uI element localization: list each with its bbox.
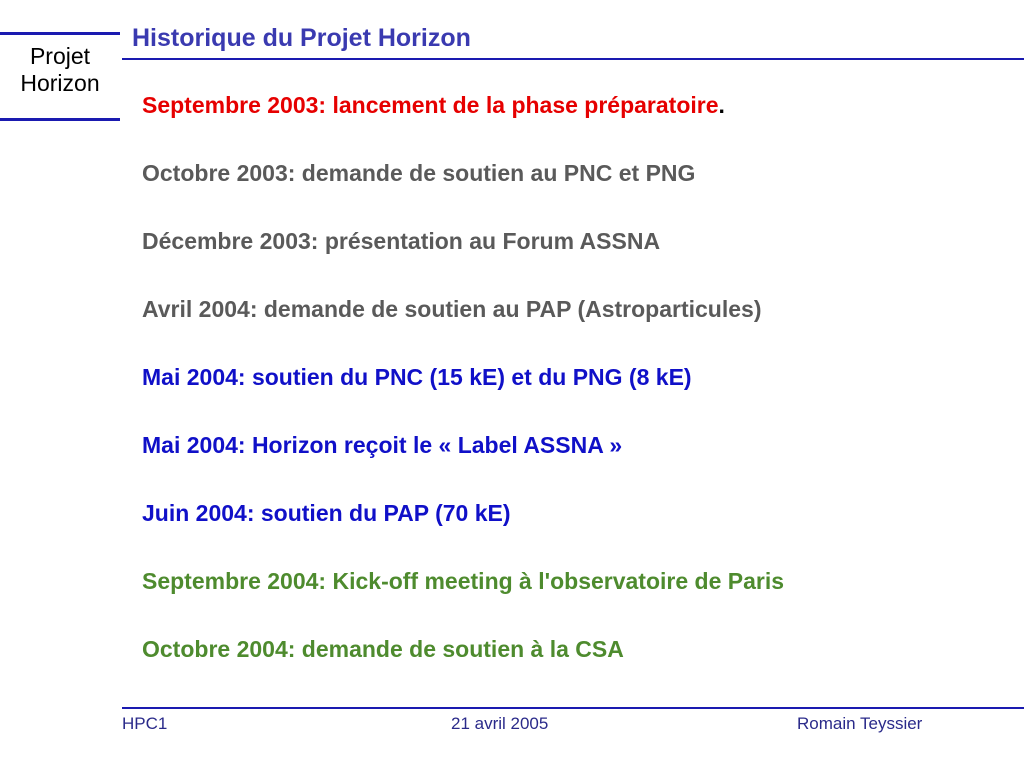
footer-date: 21 avril 2005 [451, 714, 549, 733]
footer-event: HPC1 [122, 714, 168, 733]
history-entry-9 [142, 632, 784, 700]
history-entry-3 [142, 224, 784, 292]
entry-2-text: Octobre 2003: demande de soutien au PNC et PNG [142, 160, 696, 186]
projet-horizon-logo [0, 32, 120, 122]
history-entry-2 [142, 156, 784, 224]
history-entry-4 [142, 292, 784, 360]
entry-4-text: Avril 2004: demande de soutien au PAP (Astroparticules) [142, 296, 762, 322]
entry-9-text: Octobre 2004: demande de soutien à la CSA [142, 636, 624, 662]
footer-author: Romain Teyssier [797, 714, 923, 733]
entry-8-text: Septembre 2004: Kick-off meeting à l'observatoire de Paris [142, 568, 785, 594]
entry-5-text: Mai 2004: soutien du PNC (15 kE) et du PNG (8 kE) [142, 364, 692, 390]
history-entry-6 [142, 428, 784, 496]
entry-1-text: Septembre 2003: lancement de la phase préparatoire [142, 92, 719, 118]
entry-1-suffix: . [718, 92, 725, 118]
entry-7-text: Juin 2004: soutien du PAP (70 kE) [142, 500, 511, 526]
history-entry-1 [142, 88, 784, 156]
history-list [142, 88, 784, 700]
logo-line-1: Projet [29, 43, 91, 69]
logo-line-2: Horizon [20, 70, 100, 96]
title-rule [122, 58, 1024, 60]
logo-top-rule [0, 32, 120, 35]
slide-title: Historique du Projet Horizon [132, 24, 471, 52]
history-entry-7 [142, 496, 784, 564]
history-entry-8 [142, 564, 784, 632]
entry-3-text: Décembre 2003: présentation au Forum ASSNA [142, 228, 661, 254]
history-entry-5 [142, 360, 784, 428]
logo-text [0, 43, 120, 97]
entry-6-text: Mai 2004: Horizon reçoit le « Label ASSNA » [142, 432, 623, 458]
logo-bottom-rule [0, 118, 120, 121]
footer-rule [122, 707, 1024, 709]
